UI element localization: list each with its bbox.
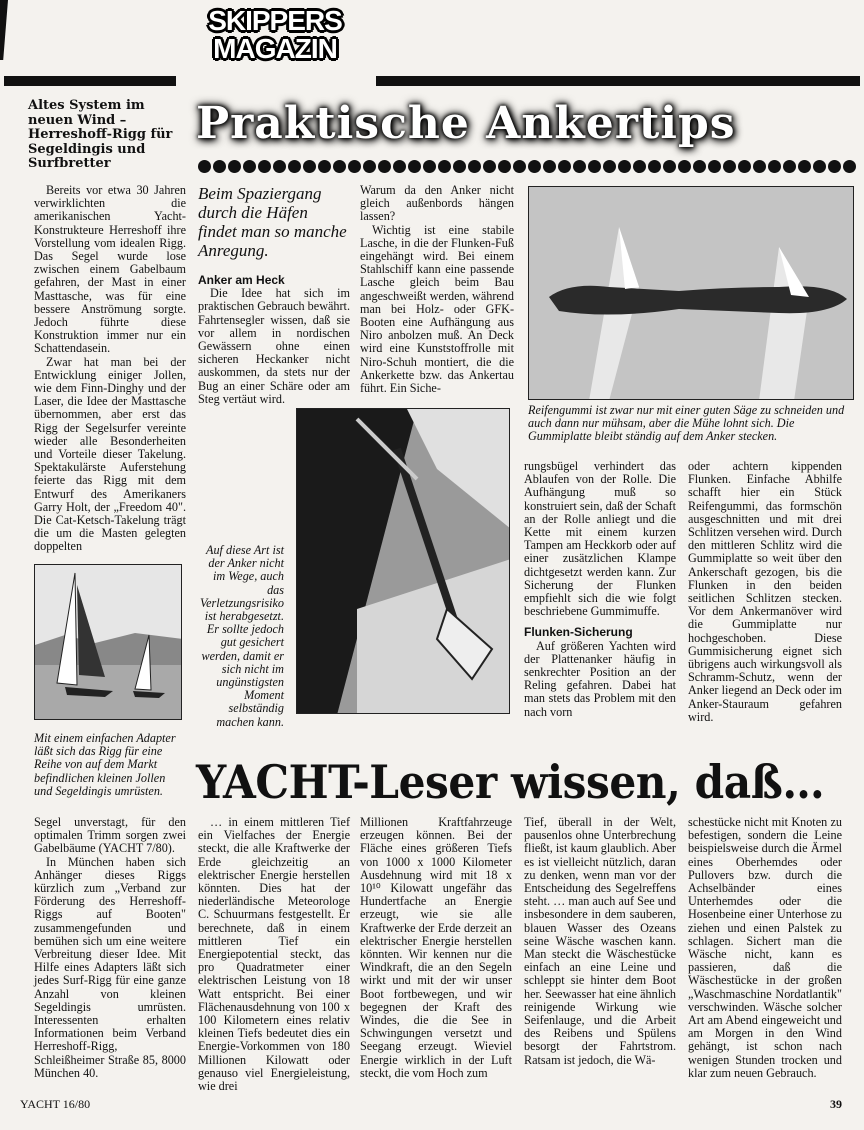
leser-column-2 (360, 816, 512, 1080)
article-kicker: Altes System im neuen Wind – Herreshoff-Rigg für Segeldingis und Surfbretter (28, 98, 173, 171)
lasche-paragraph-1: Warum da den Anker nicht gleich außenbords hängen lassen? (360, 183, 514, 224)
herreshoff-paragraph-3: Segel unverstagt, für den optimalen Trimm sorgen zwei Gabelbäume (YACHT 7/80). (34, 815, 186, 856)
herreshoff-paragraph-1: Bereits vor etwa 30 Jahren verwirklichten die amerikanischen Yacht-Konstrukteure Herreshoff ihre Vorstellung vom idealen Rigg. Das Segel wurde lose zwischen einem Gabelbaum gefahren, der Mast in einer Masttasche, was für eine bessere Anströmung sorgte. Jedoch führte diese Konstruktion immer nur ein Schattendasein. (34, 183, 186, 356)
masthead-line2: MAGAZIN (213, 33, 337, 64)
anchor-caption: Auf diese Art ist der Anker nicht im Wege, auch das Verletzungsrisiko ist herabgesetzt. Er sollte jedoch gut gesichert werden, damit er sich nicht im ungünstigsten Moment selbständig machen kann. (200, 543, 284, 729)
flunken-heading: Flunken-Sicherung (524, 625, 633, 640)
herreshoff-paragraph-2: Zwar hat man bei der Entwicklung einiger Jollen, wie dem Finn-Dinghy und der Laser, die Idee der Masttasche übernommen, aber erst das Rigg der Segelsurfer vereinte wieder alle Besonderheiten und Vorteile dieser Takelung. Spektakulärste Auferstehung feierte das Rigg mit dem Entwurf des Amerikaners Garry Holt, der „Freedom 40". Die Cat-Ketsch-Takelung trägt die um die Masten gelegten doppelten (34, 354, 186, 554)
footer-issue: YACHT 16/80 (20, 1097, 91, 1111)
leser-headline: YACHT-Leser wissen, daß… (196, 755, 825, 809)
flunken-paragraph: Auf größeren Yachten wird der Plattenanker häufig in senkrechter Position an der Reling gefahren. Dabei hat man stets das Problem mit den nach vorn (524, 638, 676, 719)
article-intro: Beim Spaziergang durch die Häfen findet man so manche Anregung. (198, 184, 347, 260)
sicherung-paragraph: rungsbügel verhindert das Ablaufen von der Rolle. Die Aufhängung muß so konstruiert sein, daß der Schaft an der Rolle anliegt und die Kette mit einem kurzen Tampen am Heckkorb oder auf einer zusätzlichen Klampe dichtgesetzt werden kann. Zur Sicherung der Flunken empfiehlt sich die wie folgt beschriebene Gummimuffe. (524, 459, 676, 619)
anker-heck-column (198, 270, 350, 406)
rubber-plate-caption: Reifengummi ist zwar nur mit einer guten Säge zu schneiden und auch dann nur mühsam, aber die Mühe lohnt sich. Die Gummiplatte bleibt ständig auf dem Anker stecken. (528, 403, 845, 444)
dinghy-photo (34, 564, 182, 720)
leser-paragraph-2: Millionen Kraftfahrzeuge erzeugen können. Bei der Fläche eines größeren Tiefs von 1000 x 1000 Kilometer Ausdehnung wird mit 18 x 10¹⁰ Kilowatt ungefähr das Hundertfache an Energie erzeugt, wie sie alle Kraftwerke der Erde derzeit an elektrischer Energie herstellen könnten. Wir kennen nur die Windkraft, die an den Segeln wirkt und mit der wir unser Boot fortbewegen, und wir begegnen der Kraft des Windes, die die See in Schwingungen versetzt und Seegang erzeugt. Wieviel Energie wirklich in der Luft steckt, die vom Hoch zum (360, 815, 512, 1080)
article-title: Praktische Ankertips (196, 98, 736, 149)
dinghy-caption: Mit einem einfachen Adapter läßt sich das Rigg für eine Reihe von auf dem Markt befindlichen kleinen Jollen und Segeldingis umrüsten. (34, 731, 176, 798)
leser-column-3 (524, 816, 676, 1067)
leser-paragraph-3: Tief, überall in der Welt, pausenlos ohne Unterbrechung fließt, ist kaum glaublich. Aber es ist vielleicht nützlich, daran zu denken, wenn man vor der Entscheidung des Segelreffens steht. … man auch auf See und insbesondere in dem sauberen, blauen Wasser des Ozeans seine Wäsche waschen kann. Man steckt die Wäschestücke einfach an eine Leine und schleppt sie hinter dem Boot her. Seewasser hat eine ähnlich reinigende Wirkung wie Seifenlauge, und die Arbeit des Reibens und Spülens besorgt der Fahrtstrom. Ratsam ist jedoch, die Wä- (524, 815, 676, 1067)
anker-heck-heading: Anker am Heck (198, 273, 285, 287)
footer-page-number: 39 (830, 1097, 842, 1111)
herreshoff-column-top (34, 184, 186, 554)
leser-column-4 (688, 816, 842, 1080)
leser-paragraph-1: … in einem mittleren Tief ein Vielfaches der Energie steckt, die alle Kraftwerke der Erde gleichzeitig an elektrischer Energie herstellen könnten. Dies hat der niederländische Meteorologe C. Schuurmans festgestellt. Er berechnete, daß in einem mittleren Tief ein Energiepotential steckt, das pro Quadratmeter einer elektrischen Leistung von 18 Watt entspricht. Bei einer Flächenausdehnung von 100 x 100 Kilometern eines relativ kleinen Tiefs bedeutet dies ein Energie-Vorkommen von 180 Millionen Kilowatt oder genauso viel Energieleistung, wie drei (198, 815, 350, 1094)
top-bar-right (376, 76, 860, 86)
dot-divider (198, 160, 858, 173)
gummimuffe-paragraph: oder achtern kippenden Flunken. Einfache Abhilfe schafft hier ein Stück Reifengummi, das formschön ausgeschnitten und mit drei Schlitzen versehen wird. Durch den mittleren Schlitz wird die Gummiplatte so weit über den Ankerschaft gezogen, bis die Flunken in den beiden seitlichen Schlitzen stecken. Vor dem Ankermanöver wird die Gummiplatte nur hochgeschoben. Diese Gummisicherung eignet sich übrigens auch wirkungsvoll als Schramm-Schutz, wenn der Anker liegend an Deck oder im Anker-Stauraum gefahren wird. (688, 459, 842, 724)
gummimuffe-column (688, 460, 842, 724)
anker-heck-paragraph: Die Idee hat sich im praktischen Gebrauch bewährt. Fahrtensegler wissen, daß sie vor allem in nordischen Gewässern ohne einen sicheren Heckanker nicht auskommen, da stets nur der Bug an einer Schäre oder am Steg vertäut wird. (198, 286, 350, 406)
anchor-photo (296, 408, 510, 714)
masthead-line1: SKIPPERS (208, 5, 342, 36)
top-bar-left (4, 76, 176, 86)
herreshoff-column-bottom (34, 816, 186, 1080)
leser-paragraph-4: schestücke nicht mit Knoten zu befestigen, sondern die Leine beispielsweise durch die Ärmel eines Oberhemdes oder Pullovers bzw. durch die Achselbänder eines Unterhemdes oder die Hosenbeine einer Unterhose zu ziehen und einen Palstek zu schlagen. Sichert man die Wäsche nicht, kann es passieren, daß die Wäschestücke in der großen „Waschmaschine Nordatlantik" verschwinden. Wäsche solcher Art am Abend eingeweicht und am Morgen in den Wind gehängt, ist schon nach wenigen Stunden trocken und klar zum neuen Gebrauch. (688, 815, 842, 1080)
masthead-left-edge (0, 0, 8, 60)
sicherung-column (524, 460, 676, 719)
rubber-plate-photo (528, 186, 854, 400)
leser-column-1 (198, 816, 350, 1093)
masthead-logo (180, 2, 370, 68)
lasche-column (360, 184, 514, 395)
lasche-paragraph-2: Wichtig ist eine stabile Lasche, in die der Flunken-Fuß eingehängt wird. Bei einem Stahlschiff kann eine passende Lasche gleich beim Bau angeschweißt werden, während man bei Holz- oder GFK-Booten eine Aufhängung aus Niro anbolzen muß. An Deck wird eine Kunststoffrolle mit Niro-Schuh montiert, die die Ankerkette bzw. das Ankertau führt. Ein Siche- (360, 222, 514, 396)
herreshoff-paragraph-4: In München haben sich Anhänger dieses Riggs kürzlich zum „Verband zur Förderung des Herreshoff-Riggs auf Booten" zusammengefunden und bemühen sich um eine weitere Verbreitung dieser Idee. Mit Hilfe eines Adapters läßt sich jedes Surf-Rigg für eine ganze Anzahl von kleinen Segeldingis umrüsten. Interessenten erhalten Informationen beim Verband Herreshoff-Rigg, Schleißheimer Straße 85, 8000 München 40. (34, 854, 186, 1080)
